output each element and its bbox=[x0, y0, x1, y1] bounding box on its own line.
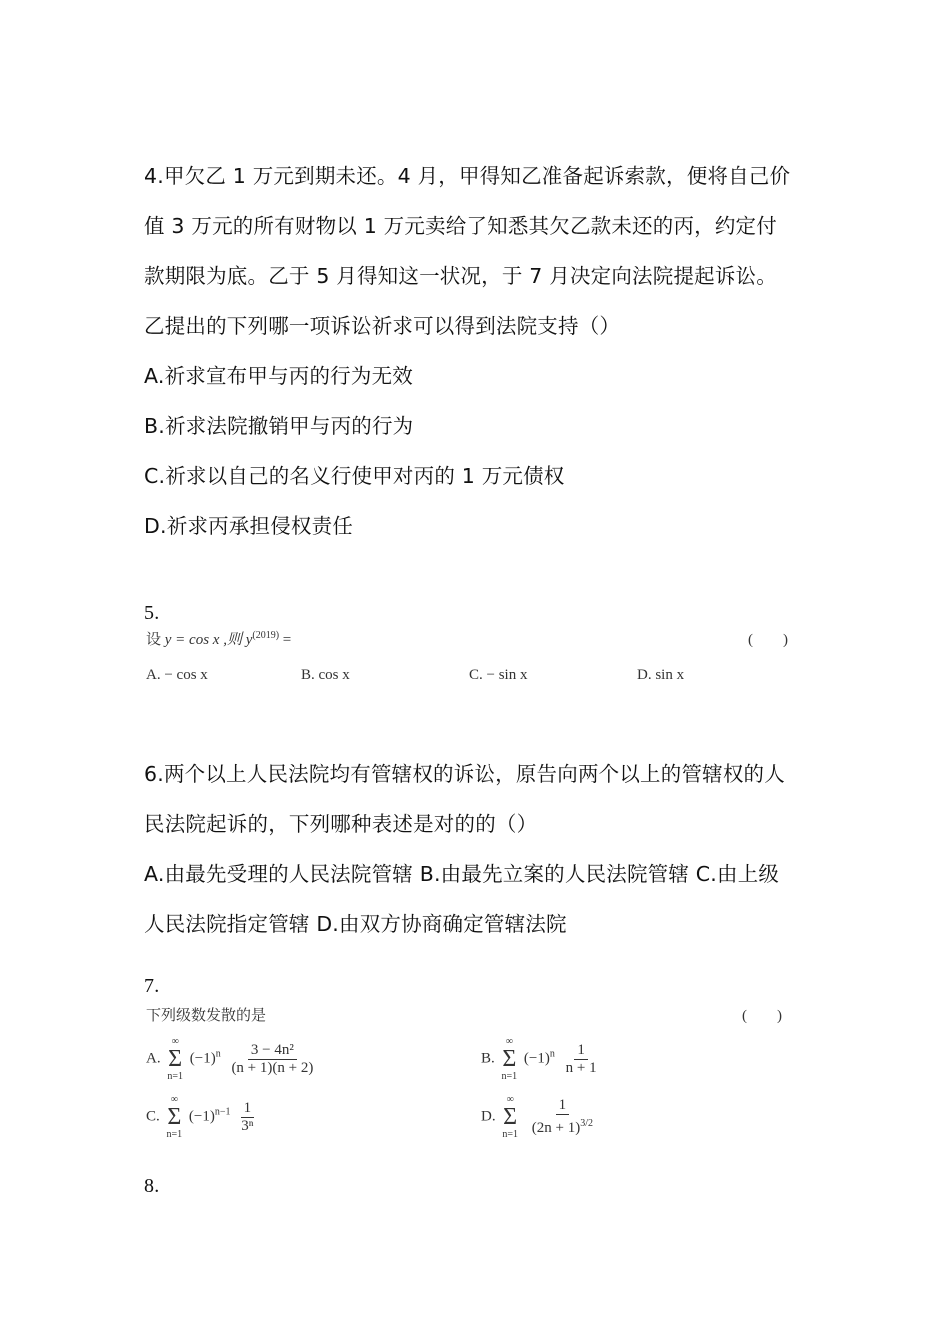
q7-a-term: (−1) bbox=[189, 1050, 216, 1067]
q7-d-den-pow: 3/2 bbox=[580, 1118, 593, 1129]
q4-line-2: 值 3 万元的所有财物以 1 万元卖给了知悉其欠乙款未还的丙，约定付 bbox=[144, 214, 777, 238]
q5-option-a: A. − cos x bbox=[146, 667, 208, 683]
q7-a-sigma bbox=[167, 1036, 183, 1082]
q7-b-label: B. bbox=[481, 1050, 495, 1067]
q7-d-numerator: 1 bbox=[556, 1097, 570, 1115]
q7-d-sigma-bot: n=1 bbox=[502, 1129, 518, 1140]
q7-d-sigma bbox=[502, 1094, 518, 1140]
q6-line-2: 民法院起诉的，下列哪种表述是对的的（） bbox=[144, 812, 538, 836]
q5-number: 5. bbox=[144, 602, 160, 624]
q4-line-1: 4.甲欠乙 1 万元到期未还。4 月，甲得知乙准备起诉索款，便将自己价 bbox=[144, 164, 791, 188]
q7-a-label: A. bbox=[146, 1050, 161, 1067]
q5-option-d: D. sin x bbox=[637, 667, 685, 683]
q7-a-pow: n bbox=[215, 1048, 221, 1060]
q7-d-den-base: (2n + 1) bbox=[531, 1120, 581, 1136]
q7-c-numerator: 1 bbox=[241, 1100, 255, 1118]
q6-line-4: 人民法院指定管辖 D.由双方协商确定管辖法院 bbox=[144, 912, 567, 936]
q7-c-sigma-bot: n=1 bbox=[166, 1129, 183, 1140]
q8-number: 8. bbox=[144, 1175, 160, 1197]
q7-d-sigma-sym: Σ bbox=[503, 1104, 518, 1130]
q7-d-denominator bbox=[529, 1115, 596, 1137]
q4-option-b: B.祈求法院撤销甲与丙的行为 bbox=[144, 414, 414, 438]
q6-line-1: 6.两个以上人民法院均有管辖权的诉讼，原告向两个以上的管辖权的人 bbox=[144, 762, 785, 786]
q7-option-a bbox=[146, 1036, 320, 1082]
q5-answer-paren: ( ) bbox=[748, 632, 788, 648]
q7-c-term: (−1) bbox=[188, 1108, 215, 1125]
q7-b-pow: n bbox=[549, 1048, 555, 1060]
q5-stem-prefix: 设 bbox=[146, 630, 162, 648]
q7-b-sigma-sym: Σ bbox=[502, 1046, 517, 1072]
q7-option-b bbox=[481, 1036, 604, 1082]
q7-d-label: D. bbox=[481, 1108, 496, 1125]
q4-option-d: D.祈求丙承担侵权责任 bbox=[144, 514, 354, 538]
q7-option-c bbox=[146, 1094, 260, 1140]
q7-c-sigma bbox=[167, 1094, 183, 1140]
q7-b-sigma-top: ∞ bbox=[505, 1036, 513, 1047]
q7-a-sigma-bot: n=1 bbox=[167, 1071, 183, 1082]
q5-stem-eq: = bbox=[282, 632, 292, 648]
q7-number: 7. bbox=[144, 975, 160, 997]
q7-d-fraction bbox=[529, 1097, 596, 1137]
q7-stem: 下列级数发散的是 bbox=[146, 1006, 267, 1024]
q7-b-term: (−1) bbox=[523, 1050, 550, 1067]
q7-a-sigma-sym: Σ bbox=[168, 1046, 183, 1072]
q7-b-numerator: 1 bbox=[574, 1042, 588, 1060]
q7-b-denominator: n + 1 bbox=[565, 1059, 597, 1076]
q5-option-b: B. cos x bbox=[301, 667, 350, 683]
q7-b-fraction bbox=[563, 1042, 600, 1077]
q4-option-c: C.祈求以自己的名义行使甲对丙的 1 万元债权 bbox=[144, 464, 565, 488]
q7-c-pow: n−1 bbox=[214, 1106, 231, 1118]
q5-stem-math: y = cos x ,则 y bbox=[164, 632, 253, 648]
q5-stem-sup: (2019) bbox=[252, 630, 280, 641]
q7-answer-paren: ( ) bbox=[742, 1008, 782, 1024]
q7-c-denominator: 3ⁿ bbox=[241, 1117, 254, 1134]
q7-d-sigma-top: ∞ bbox=[506, 1094, 514, 1105]
q7-a-sigma-top: ∞ bbox=[171, 1036, 179, 1047]
q6-line-3: A.由最先受理的人民法院管辖 B.由最先立案的人民法院管辖 C.由上级 bbox=[144, 862, 780, 886]
q7-a-fraction bbox=[228, 1042, 316, 1077]
q7-a-denominator: (n + 1)(n + 2) bbox=[231, 1059, 314, 1076]
q7-c-fraction bbox=[238, 1100, 256, 1135]
q7-b-sigma-bot: n=1 bbox=[501, 1071, 518, 1082]
q4-line-3: 款期限为底。乙于 5 月得知这一状况，于 7 月决定向法院提起诉讼。 bbox=[144, 264, 777, 288]
q7-c-sigma-top: ∞ bbox=[170, 1094, 178, 1105]
q4-option-a: A.祈求宣布甲与丙的行为无效 bbox=[144, 364, 413, 388]
q7-a-numerator: 3 − 4n² bbox=[248, 1042, 297, 1060]
q7-option-d bbox=[481, 1094, 600, 1140]
q7-c-sigma-sym: Σ bbox=[167, 1104, 182, 1130]
q7-b-sigma bbox=[502, 1036, 518, 1082]
q4-line-4: 乙提出的下列哪一项诉讼祈求可以得到法院支持（） bbox=[144, 314, 621, 338]
q5-option-c: C. − sin x bbox=[469, 667, 528, 683]
q7-c-label: C. bbox=[146, 1108, 160, 1125]
q5-stem bbox=[146, 628, 291, 649]
